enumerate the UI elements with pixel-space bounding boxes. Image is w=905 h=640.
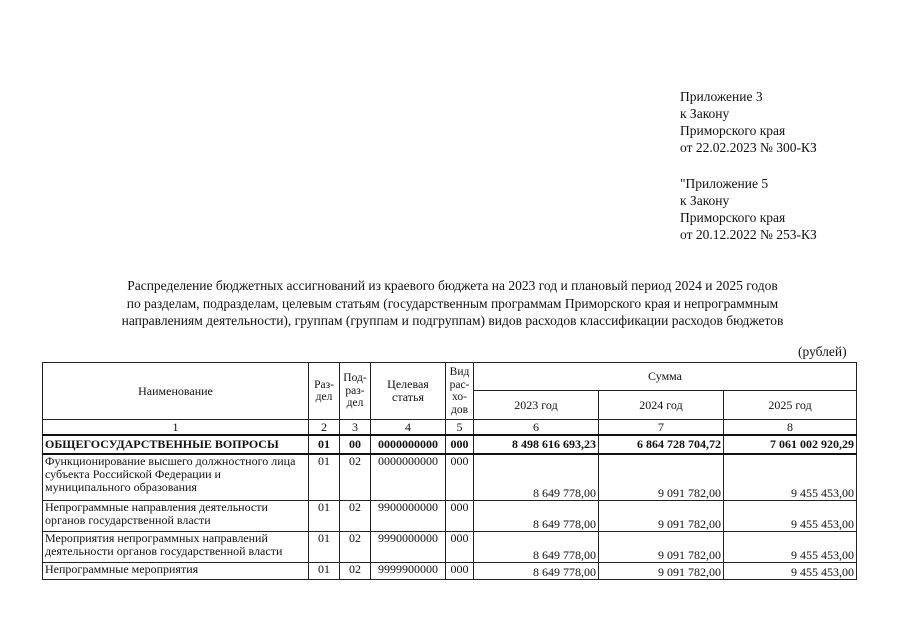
appendix-line: Приложение 3: [680, 89, 763, 104]
row-target: 0000000000: [371, 435, 446, 454]
row-sum-2023: 8 649 778,00: [474, 562, 599, 579]
appendix-line: Приморского края: [680, 210, 786, 225]
appendix-current: [680, 88, 817, 156]
appendix-line: от 22.02.2023 № 300-КЗ: [680, 140, 817, 155]
row-sum-2024: 9 091 782,00: [599, 454, 724, 500]
row-sum-2025: 9 455 453,00: [724, 531, 857, 562]
title-line: направлениям деятельности), группам (группам и подгруппам) видов расходов классификации расходов бюджетов: [121, 313, 784, 328]
appendix-line: "Приложение 5: [680, 176, 769, 191]
row-type: 000: [446, 500, 474, 531]
row-name: Мероприятия непрограммных направлений деятельности органов государственной власти: [43, 531, 309, 562]
column-number: 7: [599, 420, 724, 436]
row-type: 000: [446, 454, 474, 500]
header-subsection: Под- раз- дел: [340, 363, 371, 420]
header-year-2024: 2024 год: [599, 391, 724, 420]
row-target: 9999900000: [371, 562, 446, 579]
table-row: [43, 454, 857, 500]
row-type: 000: [446, 531, 474, 562]
row-sum-2025: 9 455 453,00: [724, 500, 857, 531]
row-subsection: 02: [340, 562, 371, 579]
row-name: ОБЩЕГОСУДАРСТВЕННЫЕ ВОПРОСЫ: [43, 435, 309, 454]
row-target: 9990000000: [371, 531, 446, 562]
column-number: 2: [309, 420, 340, 436]
budget-table: [42, 362, 857, 580]
row-target: 9900000000: [371, 500, 446, 531]
row-section: 01: [309, 531, 340, 562]
header-year-2025: 2025 год: [724, 391, 857, 420]
appendix-amended: [680, 175, 817, 243]
header-name: Наименование: [43, 363, 309, 420]
row-sum-2024: 9 091 782,00: [599, 500, 724, 531]
row-target: 0000000000: [371, 454, 446, 500]
row-type: 000: [446, 562, 474, 579]
column-number: 8: [724, 420, 857, 436]
row-subsection: 02: [340, 500, 371, 531]
row-sum-2023: 8 498 616 693,23: [474, 435, 599, 454]
column-number: 3: [340, 420, 371, 436]
row-type: 000: [446, 435, 474, 454]
row-subsection: 00: [340, 435, 371, 454]
row-sum-2023: 8 649 778,00: [474, 500, 599, 531]
appendix-line: от 20.12.2022 № 253-КЗ: [680, 227, 817, 242]
row-name: Функционирование высшего должностного лица субъекта Российской Федерации и муниципального образования: [43, 454, 309, 500]
header-sum: Сумма: [474, 363, 857, 391]
row-section: 01: [309, 500, 340, 531]
row-subsection: 02: [340, 454, 371, 500]
header-target: Целевая статья: [371, 363, 446, 420]
table-row: [43, 562, 857, 579]
row-name: Непрограммные направления деятельности органов государственной власти: [43, 500, 309, 531]
column-number: 6: [474, 420, 599, 436]
appendix-line: к Закону: [680, 193, 730, 208]
header-year-2023: 2023 год: [474, 391, 599, 420]
units-label: (рублей): [798, 344, 847, 359]
row-sum-2024: 9 091 782,00: [599, 531, 724, 562]
header-expense-type: Вид рас- хо- дов: [446, 363, 474, 420]
column-number-row: [43, 420, 857, 436]
row-sum-2025: 7 061 002 920,29: [724, 435, 857, 454]
row-sum-2024: 6 864 728 704,72: [599, 435, 724, 454]
appendix-line: к Закону: [680, 106, 730, 121]
row-sum-2023: 8 649 778,00: [474, 531, 599, 562]
row-sum-2024: 9 091 782,00: [599, 562, 724, 579]
appendix-line: Приморского края: [680, 123, 786, 138]
table-row: [43, 531, 857, 562]
title-line: по разделам, подразделам, целевым статьям (государственным программам Приморского края и непрограммным: [126, 295, 779, 311]
row-section: 01: [309, 454, 340, 500]
table-row: [43, 500, 857, 531]
column-number: 5: [446, 420, 474, 436]
column-number: 4: [371, 420, 446, 436]
row-sum-2025: 9 455 453,00: [724, 562, 857, 579]
table-row: [43, 435, 857, 454]
column-number: 1: [43, 420, 309, 436]
row-sum-2025: 9 455 453,00: [724, 454, 857, 500]
document-title: [40, 277, 865, 330]
row-sum-2023: 8 649 778,00: [474, 454, 599, 500]
header-section: Раз- дел: [309, 363, 340, 420]
row-subsection: 02: [340, 531, 371, 562]
row-name: Непрограммные мероприятия: [43, 562, 309, 579]
title-line: Распределение бюджетных ассигнований из краевого бюджета на 2023 год и плановый период 2024 и 2025 годов: [127, 278, 778, 293]
row-section: 01: [309, 562, 340, 579]
row-section: 01: [309, 435, 340, 454]
